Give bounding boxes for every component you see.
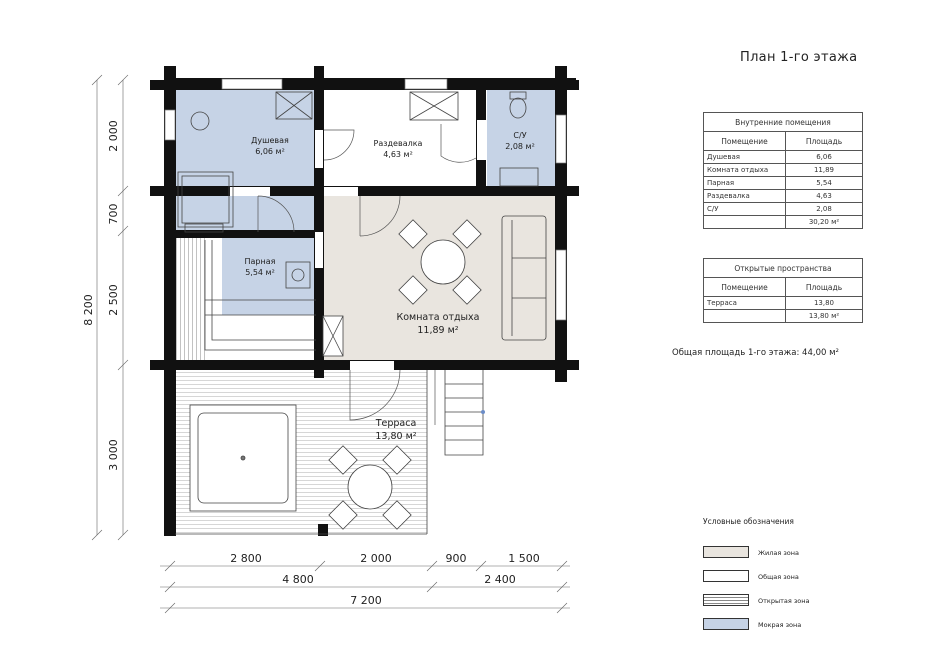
terrace-name: Терраса [375,418,417,429]
wc-area: 2,08 м² [505,142,535,151]
steam-name: Парная [244,257,276,266]
legend-swatch-open [703,594,749,606]
dim-bottom-1: 2 800 [230,552,262,565]
dim-bottom-total: 7 200 [350,594,382,607]
shower-name: Душевая [251,136,289,145]
open-col1: Помещение [704,278,786,297]
dim-bottom-6: 2 400 [484,573,516,586]
terrace-area: 13,80 м² [375,431,417,442]
cell: 4,63 [786,190,863,203]
cell: 11,89 [786,164,863,177]
open-total: 13,80 м² [786,310,863,323]
rest-area: 11,89 м² [417,325,459,336]
dim-left-total: 8 200 [82,294,95,326]
dim-bottom-2: 2 000 [360,552,392,565]
internal-col2: Площадь [786,132,863,151]
legend-label-open: Открытая зона [758,597,810,605]
table-row [704,190,863,203]
internal-rooms-table [703,112,863,229]
cell: 6,06 [786,151,863,164]
dim-left-4: 3 000 [107,439,120,471]
dim-left-2: 700 [107,203,120,225]
open-col2: Площадь [786,278,863,297]
table-row [704,203,863,216]
legend-label-common: Общая зона [758,573,799,581]
cell: 13,80 [786,297,863,310]
legend-swatch-wet [703,618,749,630]
dim-bottom-4: 1 500 [508,552,540,565]
internal-total: 30,20 м² [786,216,863,229]
legend-swatch-common [703,570,749,582]
dim-bottom-5: 4 800 [282,573,314,586]
cell: Раздевалка [704,190,786,203]
table-row [704,297,863,310]
steam-area: 5,54 м² [245,268,275,277]
open-table-title: Открытые пространства [704,259,863,278]
dim-bottom-3: 900 [445,552,467,565]
steam-bench [175,232,205,360]
table-row [704,151,863,164]
page-title: План 1-го этажа [740,50,858,65]
cell: 2,08 [786,203,863,216]
table-row [704,164,863,177]
shower-fill [175,90,315,230]
wc-name: С/У [513,131,527,140]
legend-title: Условные обозначения [703,517,794,526]
dressing-name: Раздевалка [373,139,423,148]
stair-point [481,410,485,414]
cell: Комната отдыха [704,164,786,177]
table-row [704,177,863,190]
dim-left-3: 2 500 [107,284,120,316]
cell: Парная [704,177,786,190]
shower-area: 6,06 м² [255,147,285,156]
dim-left-1: 2 000 [107,120,120,152]
legend-label-living: Жилая зона [758,549,800,557]
cell: 5,54 [786,177,863,190]
rest-name: Комната отдыха [396,312,480,323]
cell: С/У [704,203,786,216]
legend-label-wet: Мокрая зона [758,621,802,629]
internal-table-title: Внутренние помещения [704,113,863,132]
legend-swatch-living [703,546,749,558]
internal-col1: Помещение [704,132,786,151]
cell: Терраса [704,297,786,310]
total-area: Общая площадь 1-го этажа: 44,00 м² [672,348,839,358]
cell: Душевая [704,151,786,164]
dressing-area: 4,63 м² [383,150,413,159]
open-spaces-table [703,258,863,323]
